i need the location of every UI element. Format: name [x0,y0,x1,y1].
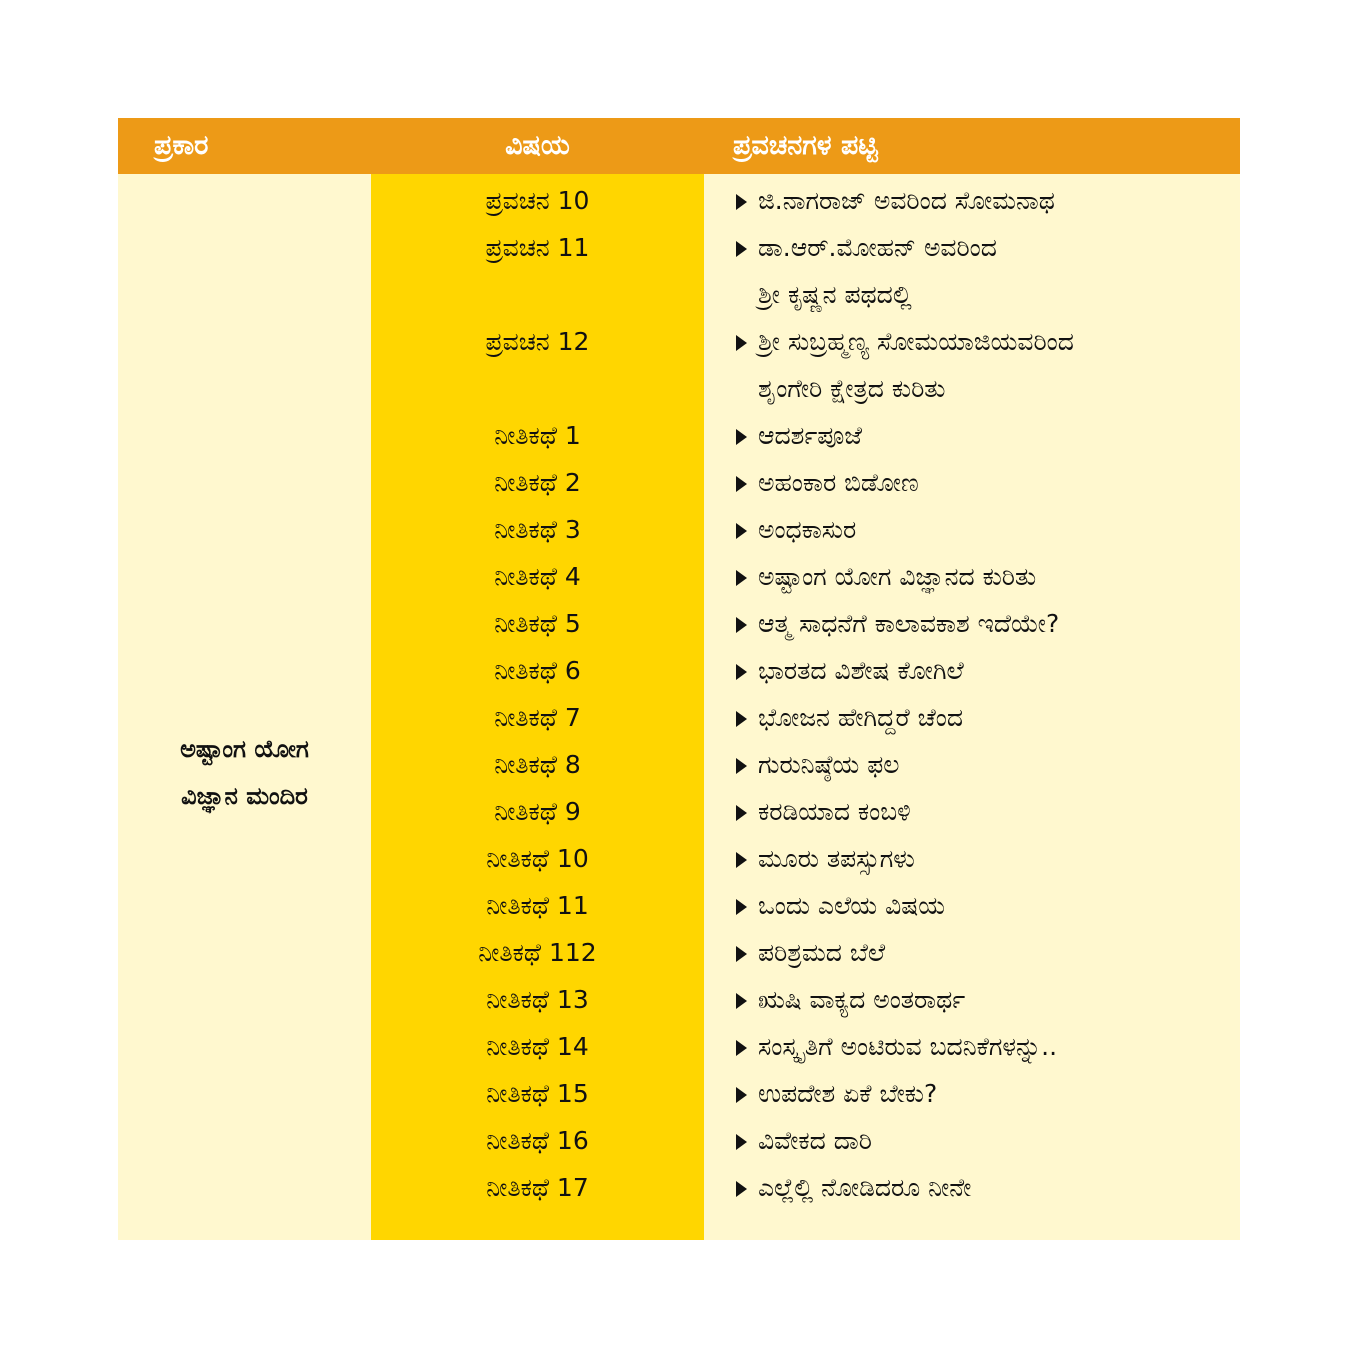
lecture-list-item [736,788,911,835]
lecture-list-item [736,412,862,459]
subject-cell: ನೀತಿಕಥೆ 15 [486,1079,589,1108]
subject-cell: ನೀತಿಕಥೆ 4 [494,562,581,591]
bullet-triangle-icon [736,711,747,727]
bullet-triangle-icon [736,1040,747,1056]
subject-cell: ಪ್ರವಚನ 10 [485,186,590,215]
lecture-title: ಮೂರು ತಪಸ್ಸುಗಳು [758,844,915,873]
subject-cell: ನೀತಿಕಥೆ 1 [494,421,581,450]
lecture-list-item [736,224,997,271]
bullet-triangle-icon [736,429,747,445]
bullet-triangle-icon [736,805,747,821]
lecture-list-item [736,600,1059,647]
type-column [118,174,371,1240]
header-lecture-list: ಪ್ರವಚನಗಳ ಪಟ್ಟಿ [733,130,878,161]
lecture-title: ಉಪದೇಶ ಏಕೆ ಬೇಕು? [758,1079,938,1108]
lecture-title: ಜಿ.ನಾಗರಾಜ್ ಅವರಿಂದ ಸೋಮನಾಥ [758,186,1055,215]
lecture-title: ಶ್ರೀ ಸುಬ್ರಹ್ಮಣ್ಯ ಸೋಮಯಾಜಿಯವರಿಂದ [758,327,1074,356]
subject-cell: ನೀತಿಕಥೆ 14 [486,1032,589,1061]
lecture-title: ಎಲ್ಲೆಲ್ಲಿ ನೋಡಿದರೂ ನೀನೇ [758,1173,972,1202]
bullet-triangle-icon [736,1181,747,1197]
subject-cell: ನೀತಿಕಥೆ 9 [494,797,581,826]
category-line-2: ವಿಜ್ಞಾನ ಮಂದಿರ [181,782,308,810]
bullet-triangle-icon [736,664,747,680]
table-header [118,118,1240,174]
lecture-list-item [736,1117,872,1164]
lecture-title-continued: ಶೃಂಗೇರಿ ಕ್ಷೇತ್ರದ ಕುರಿತು [758,374,946,403]
lecture-list-item [736,1164,971,1211]
lecture-title-continued: ಶ್ರೀ ಕೃಷ್ಣನ ಪಥದಲ್ಲಿ [758,280,912,309]
subject-cell: ನೀತಿಕಥೆ 17 [486,1173,589,1202]
lecture-title: ಸಂಸ್ಕೃತಿಗೆ ಅಂಟಿರುವ ಬದನಿಕೆಗಳನ್ನು.. [758,1032,1058,1061]
subject-cell: ನೀತಿಕಥೆ 3 [494,515,581,544]
subject-cell: ನೀತಿಕಥೆ 112 [478,938,597,967]
lecture-list-item [736,318,1074,365]
lecture-list-column [704,174,1240,1240]
subject-cell: ಪ್ರವಚನ 11 [485,233,590,262]
lecture-list-item [736,976,965,1023]
lecture-list-item [736,694,963,741]
bullet-triangle-icon [736,194,747,210]
bullet-triangle-icon [736,335,747,351]
lecture-title: ಪರಿಶ್ರಮದ ಬೆಲೆ [758,938,886,967]
lecture-list-item [736,741,900,788]
lecture-list-item [736,882,945,929]
lecture-table [118,118,1240,1240]
lecture-title: ಭೋಜನ ಹೇಗಿದ್ದರೆ ಚೆಂದ [758,703,963,732]
lecture-title: ವಿವೇಕದ ದಾರಿ [758,1126,872,1155]
subject-cell: ನೀತಿಕಥೆ 8 [494,750,581,779]
bullet-triangle-icon [736,617,747,633]
subject-cell: ನೀತಿಕಥೆ 2 [494,468,581,497]
lecture-list-item [736,459,919,506]
lecture-list-item [736,506,856,553]
header-type: ಪ್ರಕಾರ [154,130,209,161]
lecture-title: ಋಷಿ ವಾಕ್ಯದ ಅಂತರಾರ್ಥ [758,985,966,1014]
lecture-title: ಒಂದು ಎಲೆಯ ವಿಷಯ [758,891,945,920]
bullet-triangle-icon [736,241,747,257]
lecture-title: ಗುರುನಿಷ್ಠೆಯ ಫಲ [758,750,900,779]
subject-cell: ನೀತಿಕಥೆ 13 [486,985,589,1014]
bullet-triangle-icon [736,852,747,868]
bullet-triangle-icon [736,523,747,539]
lecture-list-item [736,647,964,694]
subject-cell: ನೀತಿಕಥೆ 11 [486,891,589,920]
bullet-triangle-icon [736,758,747,774]
subject-cell: ನೀತಿಕಥೆ 7 [494,703,581,732]
subject-cell: ನೀತಿಕಥೆ 16 [486,1126,589,1155]
bullet-triangle-icon [736,993,747,1009]
subject-column [371,174,704,1240]
lecture-title: ಅಷ್ಟಾಂಗ ಯೋಗ ವಿಜ್ಞಾನದ ಕುರಿತು [758,562,1037,591]
subject-cell: ನೀತಿಕಥೆ 10 [486,844,589,873]
bullet-triangle-icon [736,570,747,586]
lecture-title: ಡಾ.ಆರ್.ಮೋಹನ್ ಅವರಿಂದ [758,233,997,262]
subject-cell: ಪ್ರವಚನ 12 [485,327,590,356]
table-body [118,174,1240,1240]
lecture-list-item [736,1070,937,1117]
lecture-list-item [736,929,885,976]
lecture-title: ಆದರ್ಶಪೂಜೆ [758,421,863,450]
lecture-list-item [736,177,1055,224]
subject-cell: ನೀತಿಕಥೆ 5 [494,609,581,638]
lecture-list-item [736,1023,1057,1070]
lecture-title: ಭಾರತದ ವಿಶೇಷ ಕೋಗಿಲೆ [758,656,964,685]
bullet-triangle-icon [736,899,747,915]
bullet-triangle-icon [736,946,747,962]
header-subject: ವಿಷಯ [505,130,570,161]
lecture-title: ಅಹಂಕಾರ ಬಿಡೋಣ [758,468,919,497]
lecture-title: ಕರಡಿಯಾದ ಕಂಬಳಿ [758,797,911,826]
lecture-title: ಆತ್ಮ ಸಾಧನೆಗೆ ಕಾಲಾವಕಾಶ ಇದೆಯೇ? [758,609,1060,638]
subject-cell: ನೀತಿಕಥೆ 6 [494,656,581,685]
lecture-list-item [736,553,1036,600]
bullet-triangle-icon [736,1087,747,1103]
bullet-triangle-icon [736,476,747,492]
bullet-triangle-icon [736,1134,747,1150]
category-line-1: ಅಷ್ಟಾಂಗ ಯೋಗ [180,735,309,763]
lecture-title: ಅಂಧಕಾಸುರ [758,515,857,544]
lecture-list-item [736,835,915,882]
